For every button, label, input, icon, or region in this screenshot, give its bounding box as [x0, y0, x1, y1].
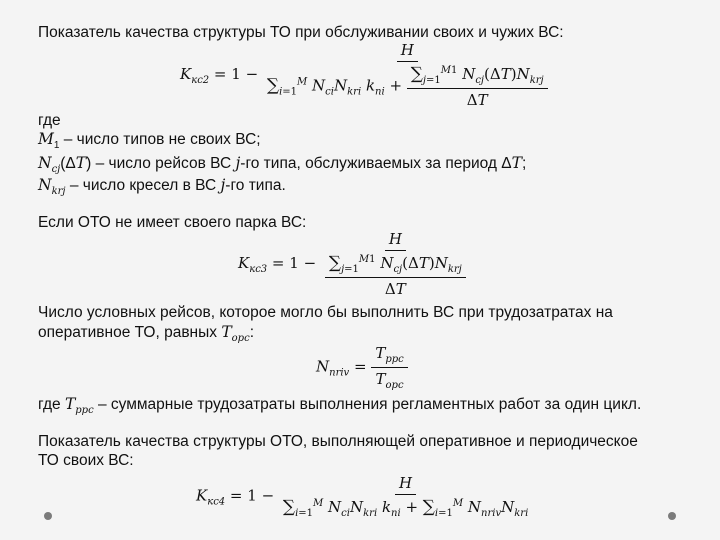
definition-ncj-text-b: -го типа, обслуживаемых за период Δ: [240, 155, 512, 172]
right-decor-dot: [668, 512, 676, 520]
left-decor-dot: [44, 512, 52, 520]
definition-ncj-text-a: – число рейсов ВС: [91, 155, 236, 172]
formula-kkc2: $K_{кс2} = 1$ − H $\sum_{i=1}^M$ $N_{ci}N_{kri}$ $k_{ni}$ + $\frac{\sum_{j=1}^{M1} N_{cj}(\Delta T)N_{krj}}{\Delta T}$: [180, 41, 552, 109]
paragraph-3-line-2-text: оперативное ТО, равных: [38, 324, 222, 341]
heading-3-line-1: Показатель качества структуры ОТО, выполняющей оперативное и периодическое: [38, 433, 638, 450]
formula-nnriv: $N_{nriv}$ = $\frac{T_{ppc}}{T_{opc}}$: [316, 344, 408, 391]
paragraph-3-line-1: Число условных рейсов, которое могло бы выполнить ВС при трудозатратах на: [38, 304, 613, 321]
formula-kkc3: $K_{кс3} = 1$ − $\frac{H}{\frac{\sum_{j=1}^{M1} N_{cj}(\Delta T)N_{krj}}{\Delta T}}$: [238, 230, 470, 298]
formula-kkc4: $K_{кс4} = 1$ − H $\sum_{i=1}^M$ $N_{ci}N_{kri}$ $k_{ni} + \sum_{i=1}^M$ $N_{nriv}N_{kri}$: [196, 474, 529, 519]
definition-ncj-text-c: ;: [521, 155, 527, 172]
paragraph-4-text-b: – суммарные трудозатраты выполнения регламентных работ за один цикл.: [93, 396, 642, 413]
paragraph-3-line-2: оперативное ТО, равных $T_{opc}$:: [38, 323, 254, 345]
definition-nkrj: $N_{krj}$ – число кресел в ВС j-го типа.: [38, 176, 286, 198]
definition-m1: $M_1$ – число типов не своих ВС;: [38, 130, 261, 152]
where-label: где: [38, 112, 61, 129]
definition-nkrj-text-a: – число кресел в ВС: [65, 177, 221, 194]
definition-ncj: $N_{cj}(\Delta T)$ – число рейсов ВС j-го типа, обслуживаемых за период ΔT;: [38, 154, 527, 176]
heading-1: Показатель качества структуры ТО при обслуживании своих и чужих ВС:: [38, 24, 564, 41]
definition-m1-text: – число типов не своих ВС;: [59, 131, 261, 148]
heading-3-line-2: ТО своих ВС:: [38, 452, 134, 469]
paragraph-4-text-a: где: [38, 396, 65, 413]
definition-nkrj-text-b: -го типа.: [225, 177, 286, 194]
heading-2: Если ОТО не имеет своего парка ВС:: [38, 214, 307, 231]
paragraph-4: где $T_{ppc}$ – суммарные трудозатраты выполнения регламентных работ за один цикл.: [38, 395, 642, 417]
